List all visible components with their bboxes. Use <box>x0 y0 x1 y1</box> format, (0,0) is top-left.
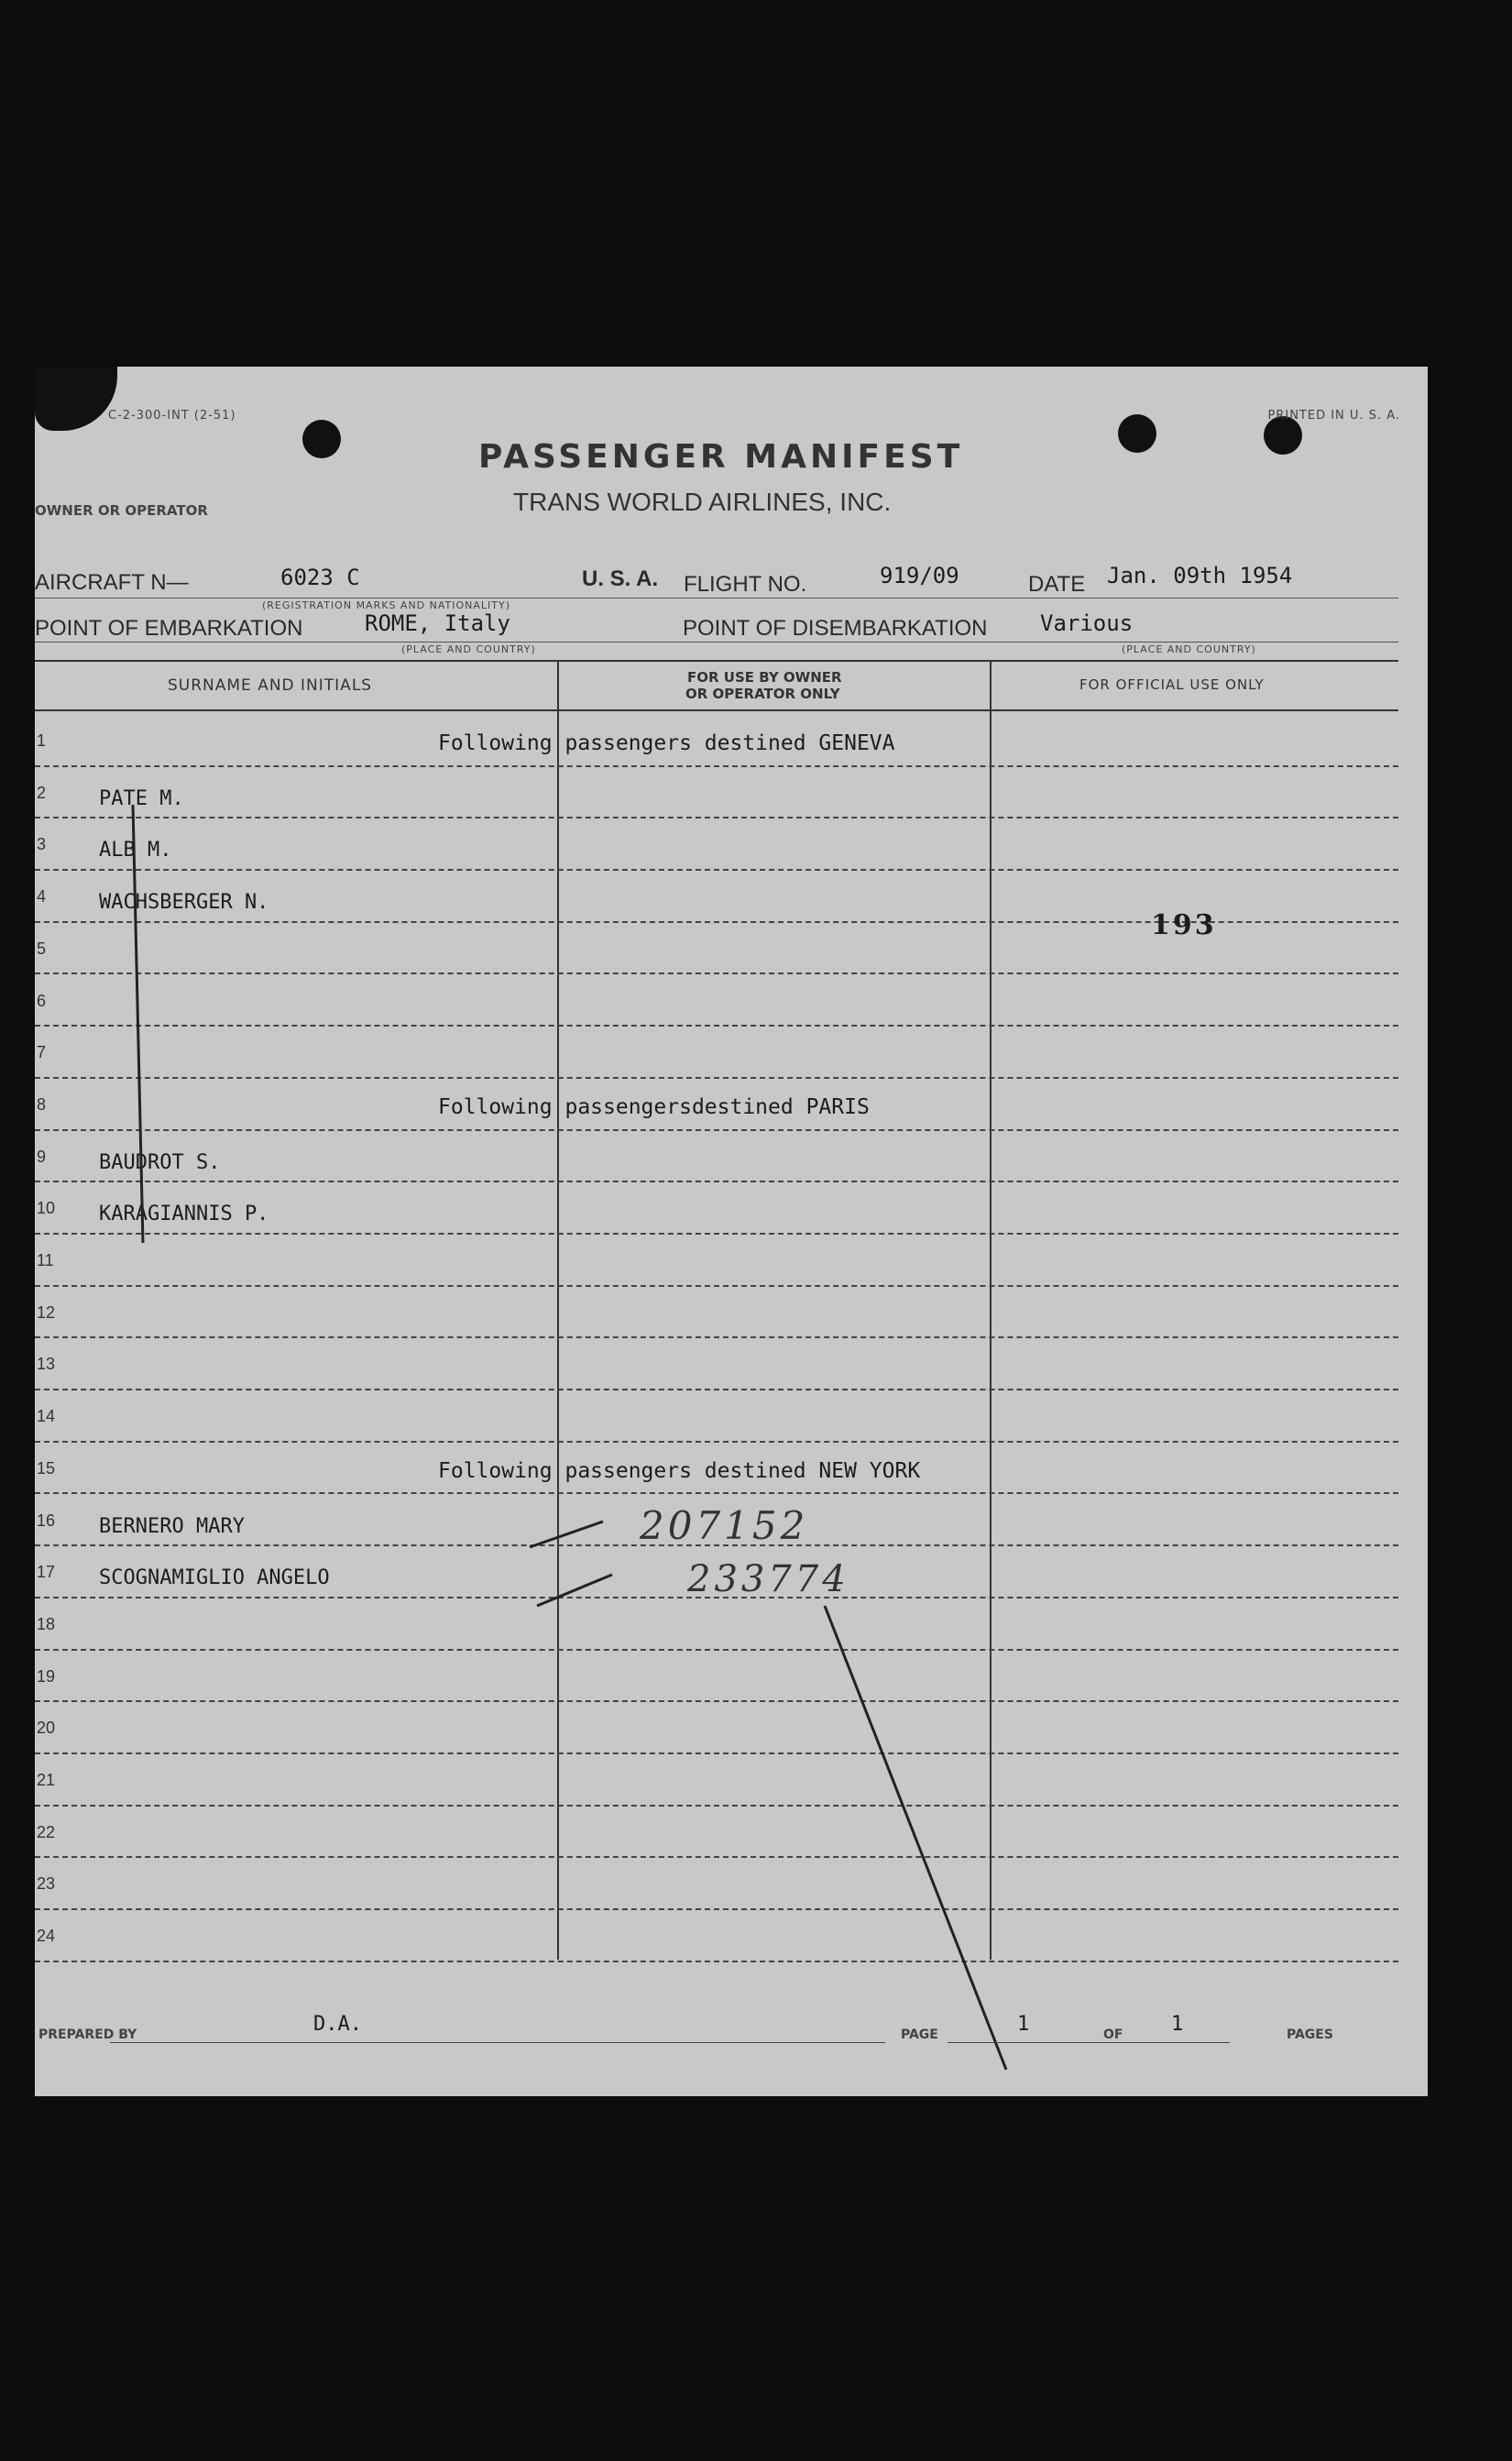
row-number: 4 <box>37 887 47 906</box>
page-number: 1 <box>1017 2013 1030 2036</box>
row-number: 9 <box>37 1147 47 1166</box>
table-row <box>35 1027 1398 1079</box>
disembarkation-label: POINT OF DISEMBARKATION <box>683 616 988 641</box>
row-number: 14 <box>37 1407 56 1426</box>
destination-note: Following passengers destined GENEVA <box>438 731 895 755</box>
form-title: PASSENGER MANIFEST <box>478 438 964 476</box>
table-row <box>35 1287 1398 1339</box>
punch-hole <box>302 420 341 458</box>
passenger-name: BAUDROT S. <box>99 1150 221 1174</box>
destination-note: Following passengersdestined PARIS <box>438 1094 870 1119</box>
row-number: 20 <box>37 1719 56 1738</box>
pages-label: PAGES <box>1287 2027 1333 2042</box>
aircraft-value: 6023 C <box>280 565 360 590</box>
punch-hole <box>1118 414 1156 453</box>
table-row <box>35 1599 1398 1651</box>
aircraft-label: AIRCRAFT N— <box>35 570 189 595</box>
table-row <box>35 1182 1398 1235</box>
table-row <box>35 1235 1398 1287</box>
table-row <box>35 1443 1398 1495</box>
table-row <box>35 1702 1398 1754</box>
row-number: 22 <box>37 1822 56 1841</box>
passenger-name: SCOGNAMIGLIO ANGELO <box>99 1566 330 1590</box>
table-row <box>35 1858 1398 1910</box>
form-code: C-2-300-INT (2-51) <box>108 409 236 423</box>
row-number: 2 <box>37 783 47 802</box>
row-number: 7 <box>37 1043 47 1062</box>
disembark-place-caption: (PLACE AND COUNTRY) <box>1122 643 1256 655</box>
row-number: 10 <box>37 1199 56 1218</box>
handwritten-number-row17: 233774 <box>687 1558 849 1600</box>
row-number: 24 <box>37 1927 56 1946</box>
row-number: 16 <box>37 1511 56 1530</box>
handwritten-number-row16: 207152 <box>640 1503 809 1548</box>
official-use-header: FOR OFFICIAL USE ONLY <box>1079 676 1265 693</box>
owner-use-header-line1: FOR USE BY OWNER <box>687 669 842 686</box>
row-number: 18 <box>37 1614 56 1633</box>
nationality: U. S. A. <box>582 566 659 591</box>
row-divider <box>35 1961 1398 1962</box>
table-row <box>35 1807 1398 1859</box>
total-pages: 1 <box>1171 2013 1184 2036</box>
row-number: 11 <box>37 1251 54 1269</box>
disembarkation-value: Various <box>1040 610 1134 636</box>
row-number: 5 <box>37 939 47 958</box>
table-row <box>35 1338 1398 1390</box>
torn-corner-mark <box>35 367 117 431</box>
date-label: DATE <box>1028 572 1086 597</box>
row-number: 19 <box>37 1666 56 1686</box>
row-number: 21 <box>37 1771 56 1789</box>
embarkation-label: POINT OF EMBARKATION <box>35 616 303 641</box>
of-label: OF <box>1103 2027 1123 2042</box>
flight-value: 919/09 <box>880 563 959 588</box>
manifest-sheet <box>35 367 1428 2096</box>
prepared-by-label: PREPARED BY <box>38 2027 137 2042</box>
table-row <box>35 767 1398 819</box>
row-number: 6 <box>37 991 47 1010</box>
passenger-name: ALB M. <box>99 839 172 862</box>
row-number: 13 <box>37 1355 56 1374</box>
table-row <box>35 975 1398 1027</box>
table-row <box>35 819 1398 871</box>
owner-operator-label: OWNER OR OPERATOR <box>35 502 208 519</box>
passenger-name: PATE M. <box>99 786 184 810</box>
table-row <box>35 1651 1398 1703</box>
row-number: 1 <box>37 731 47 750</box>
date-value: Jan. 09th 1954 <box>1107 563 1293 588</box>
embark-place-caption: (PLACE AND COUNTRY) <box>401 643 536 655</box>
destination-note: Following passengers destined NEW YORK <box>438 1458 921 1483</box>
row-number: 8 <box>37 1094 47 1114</box>
table-row <box>35 1131 1398 1183</box>
table-row <box>35 715 1398 767</box>
passenger-name: BERNERO MARY <box>99 1514 245 1538</box>
surname-column-header: SURNAME AND INITIALS <box>168 676 373 695</box>
prepared-by-value: D.A. <box>313 2013 362 2036</box>
row-number: 3 <box>37 835 47 854</box>
airline-name: TRANS WORLD AIRLINES, INC. <box>513 488 892 516</box>
table-row <box>35 1754 1398 1807</box>
table-row <box>35 1390 1398 1443</box>
row-number: 17 <box>37 1563 56 1582</box>
official-mark: 193 <box>1151 909 1217 941</box>
row-number: 23 <box>37 1874 56 1894</box>
passenger-name: KARAGIANNIS P. <box>99 1203 269 1226</box>
printed-in-usa: PRINTED IN U. S. A. <box>1267 409 1400 423</box>
page-label: PAGE <box>901 2027 938 2042</box>
table-row <box>35 1079 1398 1131</box>
owner-use-header-line2: OR OPERATOR ONLY <box>685 686 840 702</box>
flight-label: FLIGHT NO. <box>684 572 807 597</box>
row-number: 15 <box>37 1458 56 1478</box>
passenger-name: WACHSBERGER N. <box>99 891 269 915</box>
table-row <box>35 1910 1398 1962</box>
registration-caption: (REGISTRATION MARKS AND NATIONALITY) <box>262 599 511 611</box>
row-number: 12 <box>37 1302 56 1322</box>
embarkation-value: ROME, Italy <box>365 610 510 636</box>
